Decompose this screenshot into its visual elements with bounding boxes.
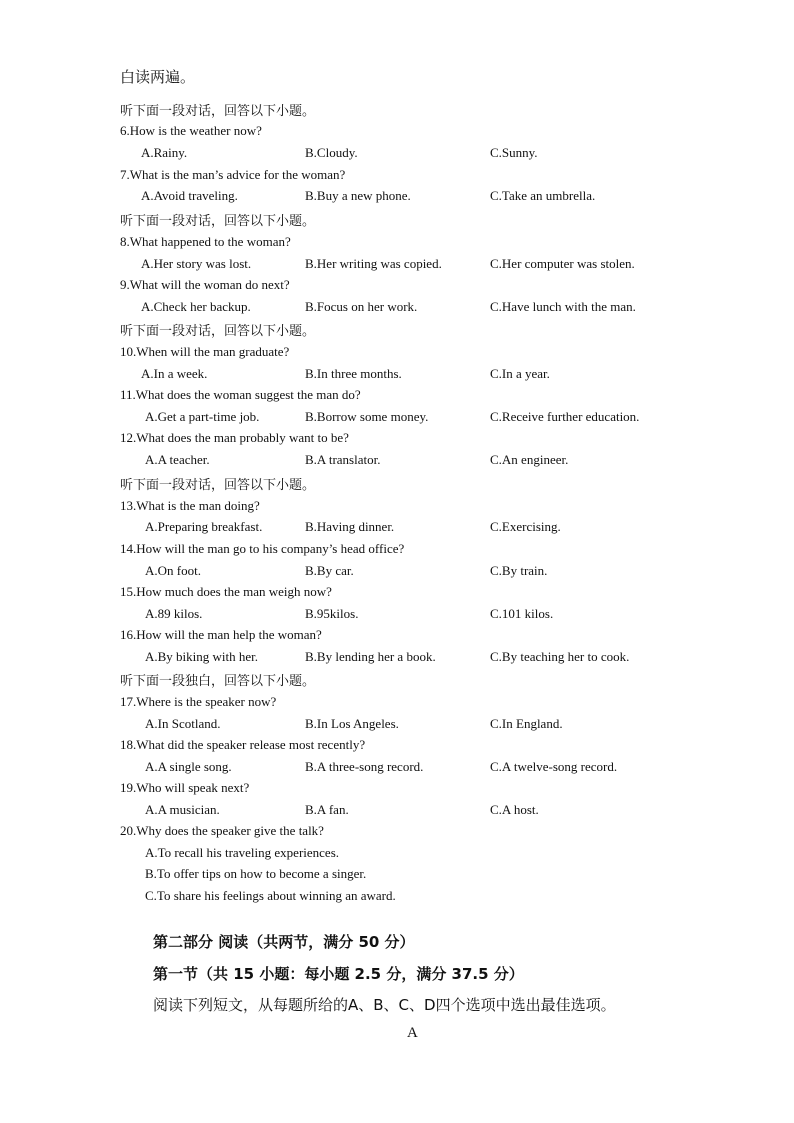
option-8b: B.Her writing was copied. xyxy=(305,256,442,271)
option-16c: C.By teaching her to cook. xyxy=(490,649,630,664)
section-instruction: 听下面一段对话，回答以下小题。 xyxy=(120,213,316,228)
option-6c: C.Sunny. xyxy=(490,145,538,160)
option-20c: C.To share his feelings about winning an award. xyxy=(145,888,396,903)
option-20b: B.To offer tips on how to become a singer. xyxy=(145,866,367,881)
question-7: 7.What is the man’s advice for the woman? xyxy=(120,167,346,182)
option-12a: A.A teacher. xyxy=(145,452,210,467)
question-18: 18.What did the speaker release most recently? xyxy=(120,737,366,752)
option-19b: B.A fan. xyxy=(305,802,349,817)
part-two-title: 第二部分 阅读（共两节，满分 50 分） xyxy=(153,933,415,951)
question-9: 9.What will the woman do next? xyxy=(120,277,290,292)
question-17: 17.Where is the speaker now? xyxy=(120,694,277,709)
option-16b: B.By lending her a book. xyxy=(305,649,436,664)
question-11: 11.What does the woman suggest the man do? xyxy=(120,387,361,402)
option-8c: C.Her computer was stolen. xyxy=(490,256,635,271)
question-8: 8.What happened to the woman? xyxy=(120,234,291,249)
option-19a: A.A musician. xyxy=(145,802,220,817)
option-9a: A.Check her backup. xyxy=(141,299,251,314)
question-6: 6.How is the weather now? xyxy=(120,123,262,138)
option-19c: C.A host. xyxy=(490,802,539,817)
option-17c: C.In England. xyxy=(490,716,563,731)
option-14b: B.By car. xyxy=(305,563,354,578)
reading-instruction: 阅读下列短文，从每题所给的A、B、C、D四个选项中选出最佳选项。 xyxy=(153,996,616,1014)
option-10b: B.In three months. xyxy=(305,366,402,381)
option-9b: B.Focus on her work. xyxy=(305,299,418,314)
option-12b: B.A translator. xyxy=(305,452,381,467)
option-14c: C.By train. xyxy=(490,563,548,578)
option-18c: C.A twelve-song record. xyxy=(490,759,618,774)
question-12: 12.What does the man probably want to be? xyxy=(120,430,349,445)
option-18b: B.A three-song record. xyxy=(305,759,424,774)
option-15c: C.101 kilos. xyxy=(490,606,554,621)
section-instruction: 听下面一段对话，回答以下小题。 xyxy=(120,477,316,492)
option-12c: C.An engineer. xyxy=(490,452,569,467)
option-20a: A.To recall his traveling experiences. xyxy=(145,845,340,860)
option-15a: A.89 kilos. xyxy=(145,606,203,621)
option-13c: C.Exercising. xyxy=(490,519,561,534)
question-16: 16.How will the man help the woman? xyxy=(120,627,322,642)
option-15b: B.95kilos. xyxy=(305,606,359,621)
intro-text: 白读两遍。 xyxy=(120,70,196,86)
option-18a: A.A single song. xyxy=(145,759,232,774)
option-7a: A.Avoid traveling. xyxy=(141,188,238,203)
option-8a: A.Her story was lost. xyxy=(141,256,252,271)
option-7b: B.Buy a new phone. xyxy=(305,188,411,203)
option-11c: C.Receive further education. xyxy=(490,409,640,424)
option-16a: A.By biking with her. xyxy=(145,649,259,664)
section-instruction: 听下面一段对话，回答以下小题。 xyxy=(120,103,316,118)
option-6a: A.Rainy. xyxy=(141,145,188,160)
question-19: 19.Who will speak next? xyxy=(120,780,250,795)
option-9c: C.Have lunch with the man. xyxy=(490,299,636,314)
question-10: 10.When will the man graduate? xyxy=(120,344,290,359)
section-instruction: 听下面一段对话，回答以下小题。 xyxy=(120,323,316,338)
section-one-title: 第一节（共 15 小题：每小题 2.5 分，满分 37.5 分） xyxy=(153,965,524,983)
option-17b: B.In Los Angeles. xyxy=(305,716,399,731)
question-14: 14.How will the man go to his company’s head office? xyxy=(120,541,405,556)
section-instruction: 听下面一段独白，回答以下小题。 xyxy=(120,673,316,688)
option-7c: C.Take an umbrella. xyxy=(490,188,596,203)
question-15: 15.How much does the man weigh now? xyxy=(120,584,332,599)
option-11b: B.Borrow some money. xyxy=(305,409,429,424)
option-17a: A.In Scotland. xyxy=(145,716,221,731)
option-13b: B.Having dinner. xyxy=(305,519,395,534)
option-6b: B.Cloudy. xyxy=(305,145,358,160)
question-20: 20.Why does the speaker give the talk? xyxy=(120,823,324,838)
option-10c: C.In a year. xyxy=(490,366,550,381)
option-13a: A.Preparing breakfast. xyxy=(145,519,263,534)
question-13: 13.What is the man doing? xyxy=(120,498,260,513)
option-11a: A.Get a part-time job. xyxy=(145,409,260,424)
option-14a: A.On foot. xyxy=(145,563,201,578)
passage-letter: A xyxy=(407,1025,418,1041)
option-10a: A.In a week. xyxy=(141,366,208,381)
